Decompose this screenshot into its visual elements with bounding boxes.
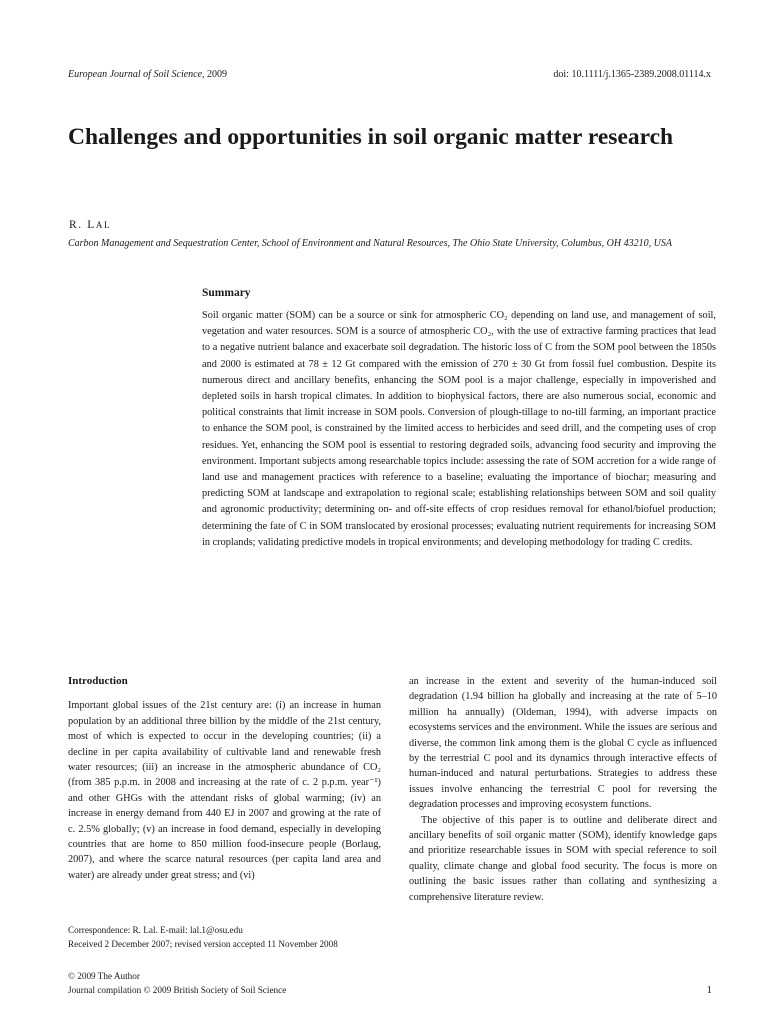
copyright-journal: Journal compilation © 2009 British Society of Soil Science bbox=[68, 984, 287, 995]
page-number: 1 bbox=[706, 984, 712, 996]
author-name bbox=[69, 219, 111, 231]
intro-paragraph-1: Important global issues of the 21st century are: (i) an increase in human population by an additional three billion by the middle of the 21st century, most of which is expected to occur in the developing countries; (ii) a decline in per capita availability of cultivable land and renewable fresh water resources; (iii) an increase in the atmospheric abundance of CO₂ (from 385 p.p.m. in 2008 and increasing at the rate of c. 2 p.p.m. year⁻¹) and other GHGs with the attendant risks of global warming; (iv) an increase in energy demand from 440 EJ in 2007 and growing at the rate of c. 2.5% globally; (v) an increase in food demand, especially in developing countries that are home to 850 million food-insecure people (Borlaug, 2007), and where the scarce natural resources (per capita land area and water) are already under great stress; and (vi) bbox=[68, 700, 381, 881]
correspondence-line: Correspondence: R. Lal. E-mail: lal.1@osu.edu bbox=[68, 925, 243, 935]
journal-year: , 2009 bbox=[202, 69, 228, 80]
author-initial: R. L bbox=[69, 219, 96, 231]
journal-title: European Journal of Soil Science bbox=[68, 69, 203, 80]
copyright-block bbox=[68, 970, 286, 997]
author-affiliation: Carbon Management and Sequestration Center, School of Environment and Natural Resources, The Ohio State University, Columbus, OH 43210, USA bbox=[68, 238, 672, 249]
intro-paragraph-1-continued: an increase in the extent and severity of the human-induced soil degradation (1.94 billion ha globally and increasing at the rate of 5–10 million ha annually) (Oldeman, 1994), with adverse impacts on ecosystems services and the environment. While the issues are serious and diverse, the common link among them is the global C cycle as influenced by the terrestrial C pool and its dynamics through interactive effects of human-induced and natural perturbations. Strategies to address these issues involve enhancing the terrestrial C pool for reversing the degradation processes and improving ecosystem functions. bbox=[409, 676, 717, 811]
introduction-heading: Introduction bbox=[68, 675, 128, 687]
summary-text: Soil organic matter (SOM) can be a source or sink for atmospheric CO₂ depending on land use, and management of soil, vegetation and water resources. SOM is a source of atmospheric CO₂, with the use of extractive farming practices that lead to a negative nutrient balance and exacerbate soil degradation. The historic loss of C from the SOM pool between the 1850s and 2000 is estimated at 78 ± 12 Gt compared with the emission of 270 ± 30 Gt from fossil fuel combustion. Despite its numerous direct and ancillary benefits, enhancing the SOM pool is a major challenge, especially in impoverished and depleted soils in harsh tropical climates. In addition to biophysical factors, there are also numerous social, economic and political constraints that limit increase in SOM pools. Conversion of plough-tillage to no-till farming, an important practice to enhance the SOM pool, is constrained by the limited access to herbicides and seed drill, and the competing uses of crop residues. Yet, enhancing the SOM pool is essential to restoring degraded soils, advancing food security and improving the environment. Important subjects among researchable topics include: assessing the rate of SOM accretion for a wide range of land use and management practices with reference to a baseline; evaluating the importance of biochar; measuring and predicting SOM at landscape and extrapolation to regional scale; establishing relationships between SOM and soil quality and agronomic productivity; determining on- and off-site effects of crop residues removal for ethanol/biofuel production; determining the fate of C in SOM translocated by erosional processes; evaluating nutrient requirements for increasing SOM in croplands; validating predictive models in tropical environments; and developing methodology for trading C credits. bbox=[202, 310, 716, 548]
doi: doi: 10.1111/j.1365-2389.2008.01114.x bbox=[553, 69, 711, 80]
correspondence-footnote bbox=[68, 924, 388, 951]
intro-right-column bbox=[409, 674, 717, 905]
article-title: Challenges and opportunities in soil organic matter research bbox=[68, 124, 674, 150]
author-surname-smallcaps: AL bbox=[95, 220, 112, 230]
copyright-author: © 2009 The Author bbox=[68, 971, 140, 981]
journal-name bbox=[68, 69, 227, 81]
summary-heading: Summary bbox=[202, 287, 251, 299]
received-line: Received 2 December 2007; revised version accepted 11 November 2008 bbox=[68, 938, 338, 949]
intro-left-column bbox=[68, 674, 381, 883]
intro-paragraph-2: The objective of this paper is to outline and deliberate direct and ancillary benefits of soil organic matter (SOM), identify knowledge gaps and prioritize researchable issues in SOM with special reference to soil quality, climate change and global food security. The focus is more on outlining the basic issues rather than collating and synthesizing a comprehensive literature review. bbox=[409, 814, 717, 903]
